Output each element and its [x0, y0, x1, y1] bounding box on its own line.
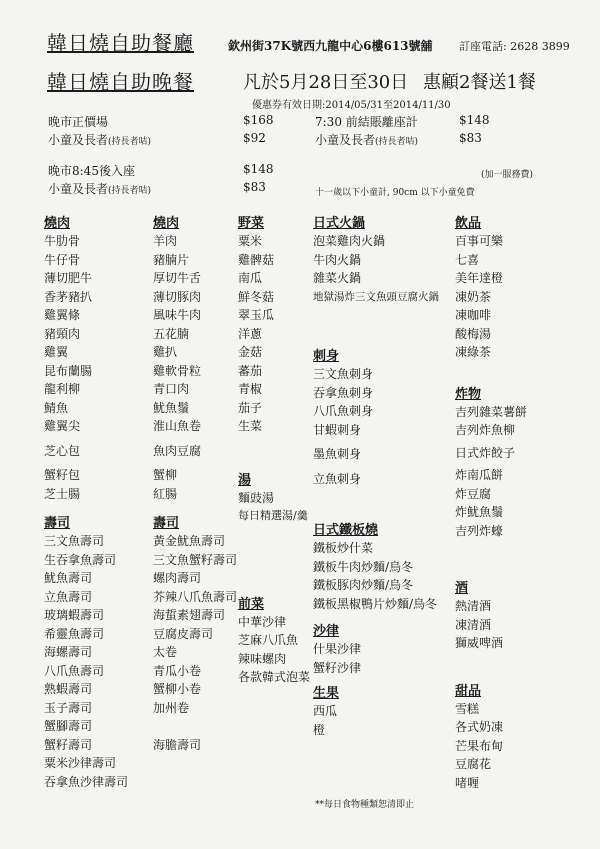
- menu-item: 蟹籽沙律: [313, 660, 362, 675]
- promo-title: 韓日燒自助晚餐: [47, 70, 194, 94]
- menu-item: 鮮冬菇: [238, 289, 275, 304]
- menu-item: 雞翼尖: [44, 419, 81, 433]
- section-heading: 沙律: [313, 624, 340, 639]
- menu-item: 風味牛肉: [153, 308, 202, 322]
- menu-item: 龍利柳: [44, 382, 81, 396]
- dinner-regular-price: $168: [243, 113, 274, 127]
- menu-item: 美年達橙: [455, 271, 504, 285]
- section-heading: 炸物: [455, 386, 482, 402]
- menu-item: 三文魚壽司: [44, 534, 105, 548]
- menu-item: 羊肉: [153, 234, 178, 248]
- menu-item: 蟹腳壽司: [44, 719, 93, 733]
- menu-item: 茄子: [238, 400, 263, 415]
- section-heading: 飲品: [455, 216, 482, 231]
- section-heading: 燒肉: [44, 216, 71, 231]
- menu-item: 魷魚壽司: [44, 571, 93, 585]
- service-charge-note: (加一服務費): [481, 170, 534, 180]
- early-checkout-label: 7:30 前結賬離座計: [315, 115, 418, 129]
- section-heading: 燒肉: [153, 216, 180, 231]
- section-heading: 酒: [455, 581, 469, 596]
- menu-item: 薄切肥牛: [44, 271, 93, 285]
- late-entry-price: $148: [243, 162, 274, 176]
- menu-item: 炸南瓜餅: [455, 468, 504, 482]
- menu-item: 豆腐花: [455, 757, 492, 771]
- menu-item: 中華沙律: [238, 614, 287, 629]
- menu-item: 炸魷魚鬚: [455, 505, 504, 519]
- section-heading: 生果: [313, 686, 340, 701]
- menu-item: 麵豉湯: [238, 490, 275, 505]
- menu-item: 螺肉壽司: [153, 571, 202, 585]
- section-heading: 甜品: [455, 683, 482, 699]
- menu-item: 生菜: [238, 419, 263, 433]
- menu-item: 日式炸餃子: [455, 445, 516, 460]
- menu-item: 吉列炸蠔: [455, 523, 504, 538]
- child-senior-label-3: 小童及長者(持長者咭): [48, 182, 152, 196]
- menu-item: 雞翼條: [44, 308, 81, 322]
- menu-item: 洋蔥: [238, 326, 263, 341]
- menu-item: 翠玉瓜: [238, 308, 275, 322]
- menu-item: 青瓜小卷: [153, 663, 202, 678]
- menu-item: [153, 717, 323, 736]
- menu-item: 炸豆腐: [455, 486, 492, 501]
- menu-item: 凍清酒: [455, 617, 492, 632]
- menu-item: 牛肉火鍋: [313, 252, 362, 267]
- menu-item: 紅腸: [153, 486, 178, 501]
- menu-item: 希靈魚壽司: [44, 626, 105, 641]
- section-heading: 日式鐵板燒: [313, 523, 379, 538]
- menu-item: 海膽壽司: [153, 737, 202, 752]
- menu-item: 百事可樂: [455, 234, 504, 248]
- menu-item: 鯖魚: [44, 400, 69, 415]
- menu-item: 金菇: [238, 345, 263, 359]
- menu-item: 墨魚刺身: [313, 447, 362, 461]
- menu-item: 八爪魚刺身: [313, 404, 374, 418]
- section-heading: 日式火鍋: [313, 216, 366, 231]
- child-senior-label-2: 小童及長者(持長者咭): [315, 133, 419, 147]
- footer-note: **每日食物種類恕清即止: [315, 800, 415, 810]
- menu-item: 鐵板豚肉炒麵/烏冬: [313, 578, 414, 592]
- menu-item: 魚肉豆腐: [153, 443, 202, 458]
- menu-item: 蟹籽包: [44, 468, 81, 482]
- menu-item: 豬頸肉: [44, 326, 81, 341]
- menu-item: 豬腩片: [153, 252, 190, 267]
- menu-item: 魷魚鬚: [153, 400, 190, 415]
- kids-policy-note: 十一歲以下小童計, 90cm 以下小童免費: [315, 188, 475, 198]
- menu-item: 凍奶茶: [455, 289, 492, 304]
- menu-item: 立魚刺身: [313, 471, 362, 486]
- menu-item: 五花腩: [153, 326, 190, 341]
- late-entry-label: 晚市8:45後入座: [48, 164, 135, 178]
- menu-item: 泡菜雞肉火鍋: [313, 234, 386, 248]
- section-heading: 前菜: [238, 596, 265, 612]
- child-senior-price-3: $83: [243, 180, 266, 194]
- menu-item: 辣味螺肉: [238, 651, 287, 666]
- dinner-regular-label: 晚市正價場: [48, 115, 109, 129]
- menu-item: 吉列雜菜薯餅: [455, 404, 528, 419]
- section-heading: 湯: [238, 472, 252, 488]
- menu-item: 牛肋骨: [44, 234, 81, 248]
- menu-item: 雜菜火鍋: [313, 271, 362, 285]
- menu-item: 青椒: [238, 382, 263, 396]
- menu-item: 七喜: [455, 252, 480, 267]
- menu-item: 八爪魚壽司: [44, 663, 105, 678]
- menu-item: 雞軟骨粒: [153, 363, 202, 378]
- menu-item: 雞翼: [44, 345, 69, 359]
- menu-item: 什果沙律: [313, 642, 362, 656]
- menu-item: 芥辣八爪魚壽司: [153, 589, 238, 604]
- menu-item: 熟蝦壽司: [44, 682, 93, 696]
- menu-item: 青口肉: [153, 382, 190, 396]
- section-heading: 刺身: [313, 349, 340, 364]
- menu-item: 橙: [313, 722, 326, 737]
- menu-item: 各式奶凍: [455, 720, 504, 734]
- menu-item: 淮山魚卷: [153, 419, 202, 433]
- menu-item: 每日精選湯/羹: [238, 509, 308, 522]
- menu-item: 凍咖啡: [455, 308, 492, 322]
- child-senior-price-1: $92: [243, 131, 266, 145]
- menu-item: 芝心包: [44, 443, 81, 458]
- menu-item: 鐵板牛肉炒麵/烏冬: [313, 559, 414, 574]
- menu-item: 香茅豬扒: [44, 289, 93, 304]
- menu-item: 蟹籽壽司: [44, 737, 93, 752]
- promo-offer: 惠顧2餐送1餐: [423, 72, 536, 93]
- restaurant-address: 欽州街37K號西九龍中心6樓613號舖: [228, 39, 433, 53]
- menu-item: 雞髀菇: [238, 252, 275, 267]
- menu-item: 芝麻八爪魚: [238, 633, 299, 647]
- child-senior-label-1: 小童及長者(持長者咭): [48, 133, 152, 147]
- menu-item: 加州卷: [153, 700, 190, 715]
- promo-dates: 凡於5月28日至30日: [243, 72, 409, 93]
- menu-item: 各款韓式泡菜: [238, 670, 311, 684]
- menu-item: 昆布蘭腸: [44, 363, 93, 378]
- menu-item: 三文魚刺身: [313, 367, 374, 381]
- menu-item: 生吞拿魚壽司: [44, 552, 117, 567]
- menu-item: 鐵板炒什菜: [313, 541, 374, 555]
- reservation-phone: 訂座電話: 2628 3899: [459, 40, 570, 53]
- menu-item: 粟米沙律壽司: [44, 756, 117, 770]
- menu-item: 玻璃蝦壽司: [44, 608, 105, 622]
- menu-item: 熱清酒: [455, 599, 492, 613]
- menu-item: 鐵板黑椒鴨片炒麵/烏冬: [313, 596, 438, 611]
- menu-item: 黃金魷魚壽司: [153, 534, 226, 548]
- menu-item: 吞拿魚沙律壽司: [44, 774, 129, 789]
- menu-item: 海蜇素翅壽司: [153, 608, 226, 622]
- section-heading: 壽司: [44, 516, 71, 531]
- early-checkout-price: $148: [459, 113, 490, 127]
- section-heading: 野菜: [238, 216, 265, 231]
- menu-item: 西瓜: [313, 704, 338, 718]
- restaurant-title: 韓日燒自助餐廳: [47, 31, 194, 55]
- menu-item: 海螺壽司: [44, 645, 93, 659]
- menu-item: 蟹柳: [153, 468, 178, 482]
- menu-item: 太卷: [153, 645, 178, 659]
- menu-item: 啫喱: [455, 775, 480, 790]
- menu-item: 厚切牛舌: [153, 271, 202, 285]
- menu-item: 甘蝦刺身: [313, 422, 362, 437]
- menu-item: 凍綠茶: [455, 345, 492, 359]
- menu-item: 雪糕: [455, 701, 480, 716]
- menu-item: 雞扒: [153, 345, 178, 359]
- menu-item: 酸梅湯: [455, 326, 492, 341]
- coupon-validity: 優惠券有效日期:2014/05/31至2014/11/30: [252, 100, 451, 111]
- section-heading: 壽司: [153, 516, 180, 531]
- child-senior-price-2: $83: [459, 131, 482, 145]
- menu-item: 吉列炸魚柳: [455, 423, 516, 437]
- menu-item: 玉子壽司: [44, 700, 93, 715]
- menu-item: 蟹柳小卷: [153, 682, 202, 696]
- menu-item: 薄切豚肉: [153, 289, 202, 304]
- menu-item: 蕃茄: [238, 363, 263, 378]
- menu-item: 芝士腸: [44, 486, 81, 501]
- menu-column-5: [455, 215, 585, 792]
- menu-item: 立魚壽司: [44, 589, 93, 604]
- menu-item: 三文魚蟹籽壽司: [153, 552, 238, 567]
- menu-item: 牛仔骨: [44, 252, 81, 267]
- menu-item: 南瓜: [238, 271, 263, 285]
- menu-item: 芒果布甸: [455, 738, 504, 753]
- menu-item: 地獄湯炸三文魚頭豆腐火鍋: [313, 290, 439, 303]
- menu-item: 粟米: [238, 234, 263, 248]
- menu-item: 吞拿魚刺身: [313, 385, 374, 400]
- menu-item: 獅威啤酒: [455, 636, 504, 650]
- menu-item: 豆腐皮壽司: [153, 626, 214, 641]
